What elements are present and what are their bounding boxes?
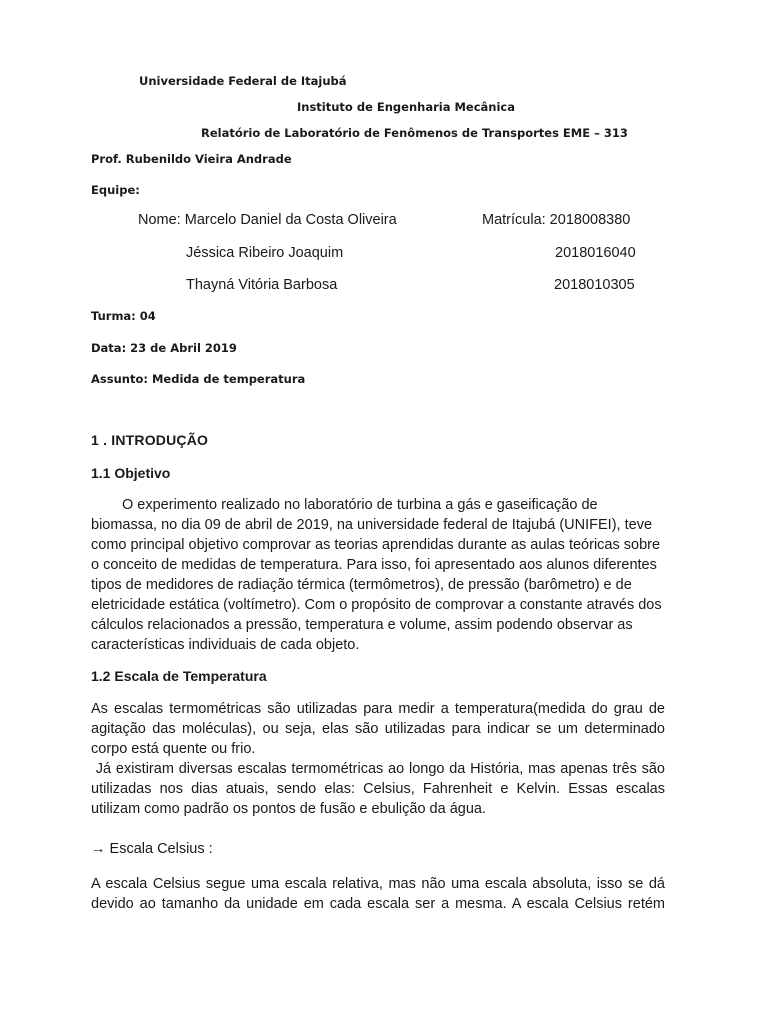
celsius-text: A escala Celsius segue uma escala relativa, mas não uma escala absoluta, isso se dá devido ao tamanho da unidade em cada escala ser a mesma. A escala Celsius retém [91, 876, 665, 912]
objective-text: O experimento realizado no laboratório de turbina a gás e gaseificação de biomassa, no dia 09 de abril de 2019, na universidade federal de Itajubá (UNIFEI), teve como principal objetivo comprovar as teorias aprendidas durante as aulas teóricas sobre o conceito de medidas de temperatura. Para isso, foi apresentado aos alunos diferentes tipos de medidores de radiação térmica (termômetros), de pressão (barômetro) e de eletricidade estática (voltímetro). Com o propósito de comprovar a constante através dos cálculos relacionados a pressão, temperatura e volume, assim podendo observar as características individuais de cada objeto. [91, 497, 662, 653]
celsius-paragraph [91, 874, 665, 914]
celsius-heading: → Escala Celsius : [91, 841, 213, 857]
assunto-line: Assunto: Medida de temperatura [91, 372, 306, 386]
team-leader-name: Nome: Marcelo Daniel da Costa Oliveira [138, 212, 397, 228]
team-member-id: 2018010305 [554, 277, 635, 293]
institute-name: Instituto de Engenharia Mecânica [297, 100, 515, 114]
team-member-name: Thayná Vitória Barbosa [186, 277, 338, 293]
team-member-id: 2018016040 [555, 245, 636, 261]
scale-text-2: Já existiram diversas escalas termométricas ao longo da História, mas apenas três são utilizadas nos dias atuais, sendo elas: Celsius, Fahrenheit e Kelvin. Essas escalas utilizam como padrão os pontos de fusão e ebulição da água. [91, 761, 670, 817]
subsection-heading-escala: 1.2 Escala de Temperatura [91, 668, 267, 684]
section-heading-introducao: 1 . INTRODUÇÃO [91, 432, 209, 448]
subsection-heading-objetivo: 1.1 Objetivo [91, 465, 171, 481]
data-line: Data: 23 de Abril 2019 [91, 341, 237, 355]
turma-line: Turma: 04 [91, 309, 156, 323]
objective-paragraph [91, 495, 665, 655]
university-name: Universidade Federal de Itajubá [139, 74, 347, 88]
team-member-name: Jéssica Ribeiro Joaquim [186, 245, 344, 261]
scale-paragraph [91, 699, 670, 819]
scale-text-1: As escalas termométricas são utilizadas para medir a temperatura(medida do grau de agitação das moléculas), ou seja, elas são utilizadas para indicar se um determinado corpo está quente ou frio. [91, 701, 665, 757]
team-leader-matricula: Matrícula: 2018008380 [482, 212, 631, 228]
report-title: Relatório de Laboratório de Fenômenos de Transportes EME – 313 [201, 126, 628, 140]
team-label: Equipe: [91, 183, 140, 197]
professor-name: Prof. Rubenildo Vieira Andrade [91, 152, 292, 166]
